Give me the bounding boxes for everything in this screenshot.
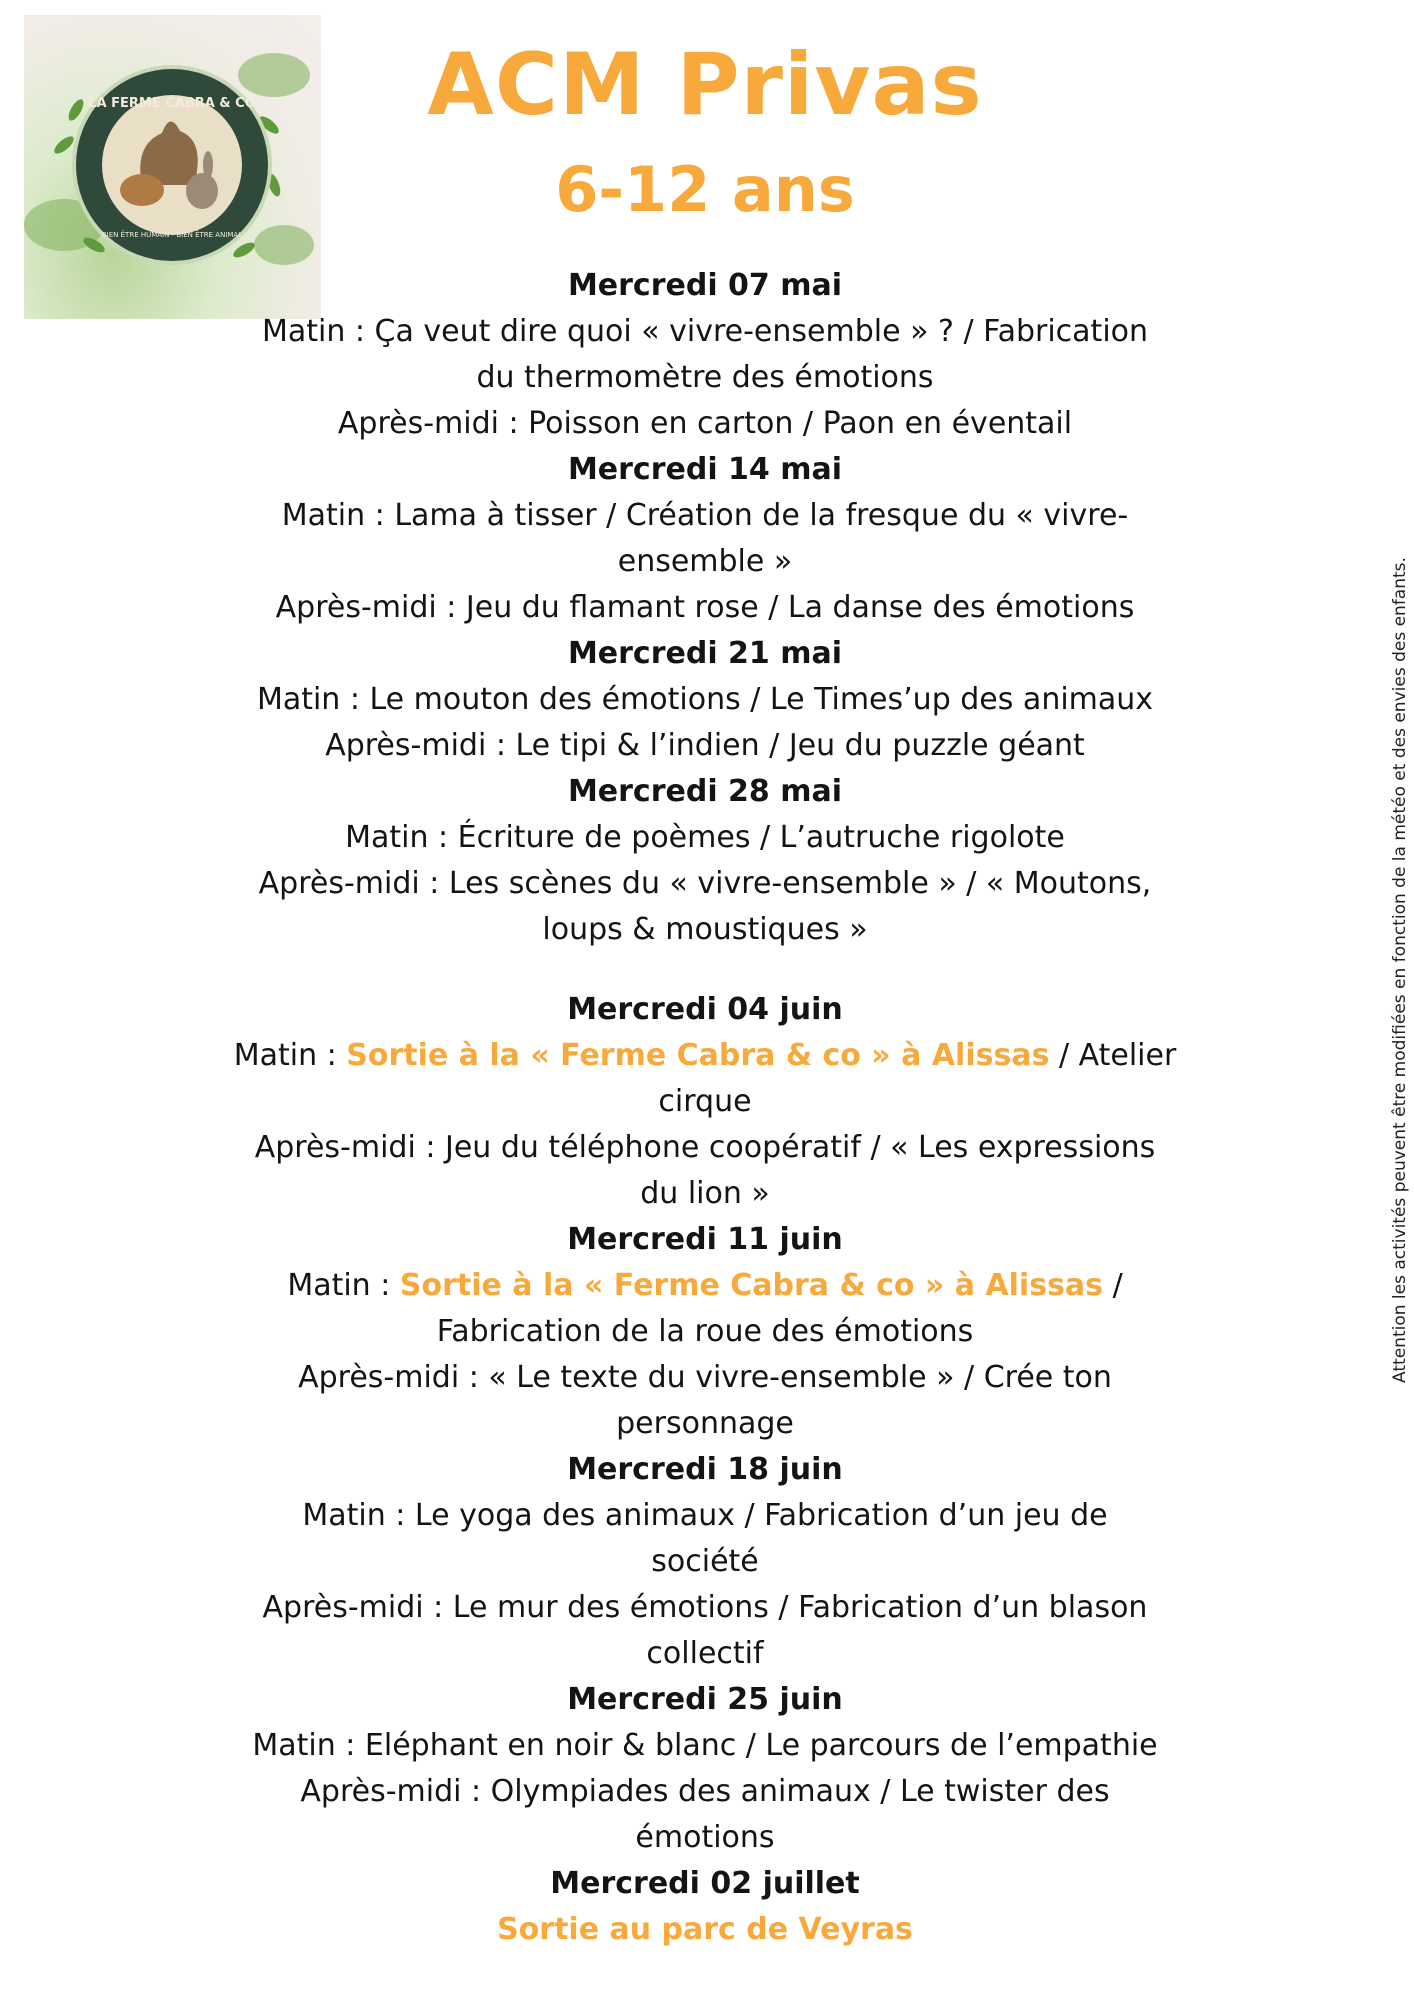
- activity-line: ensemble »: [617, 544, 793, 579]
- day-heading: Mercredi 21 mai: [567, 636, 843, 671]
- activity-line: Après-midi : Jeu du flamant rose / La danse des émotions: [275, 590, 1135, 625]
- weather-disclaimer: Attention les activités peuvent être modifiées en fonction de la météo et des envies des enfants.: [1390, 557, 1410, 1383]
- day-heading: Mercredi 04 juin: [567, 992, 843, 1027]
- activity-line: du thermomètre des émotions: [476, 360, 934, 395]
- activity-line: Après-midi : Poisson en carton / Paon en éventail: [337, 406, 1073, 441]
- day-heading: Mercredi 14 mai: [567, 452, 843, 487]
- park-outing-highlight: Sortie au parc de Veyras: [497, 1912, 913, 1947]
- day-heading: Mercredi 07 mai: [567, 268, 843, 303]
- day-heading: Mercredi 28 mai: [567, 774, 843, 809]
- activity-line: du lion »: [640, 1176, 770, 1211]
- activity-line: cirque: [658, 1084, 752, 1119]
- age-range-subtitle: 6-12 ans: [555, 153, 855, 226]
- activity-line: Après-midi : « Le texte du vivre-ensemble » / Crée ton: [298, 1360, 1112, 1395]
- activity-line: Après-midi : Les scènes du « vivre-ensemble » / « Moutons,: [258, 866, 1152, 901]
- activity-line: Matin : Lama à tisser / Création de la fresque du « vivre-: [281, 498, 1129, 533]
- activity-line: Fabrication de la roue des émotions: [436, 1314, 974, 1349]
- activity-line: Après-midi : Olympiades des animaux / Le twister des: [300, 1774, 1110, 1809]
- matin-prefix: Matin :: [287, 1268, 400, 1303]
- activity-line: loups & moustiques »: [542, 912, 868, 947]
- farm-outing-highlight: Sortie à la « Ferme Cabra & co » à Alissas: [399, 1268, 1104, 1303]
- day-heading: Mercredi 11 juin: [567, 1222, 843, 1257]
- day-heading: Mercredi 25 juin: [567, 1682, 843, 1717]
- activity-line: Après-midi : Jeu du téléphone coopératif / « Les expressions: [254, 1130, 1156, 1165]
- month-separator: [200, 953, 1210, 987]
- activity-line: émotions: [635, 1820, 775, 1855]
- activity-line: personnage: [616, 1406, 794, 1441]
- matin-suffix: /: [1103, 1268, 1123, 1303]
- activity-line: Matin : Eléphant en noir & blanc / Le parcours de l’empathie: [252, 1728, 1158, 1763]
- activity-line: Après-midi : Le tipi & l’indien / Jeu du puzzle géant: [325, 728, 1085, 763]
- activity-line: société: [651, 1544, 759, 1579]
- day-heading: Mercredi 02 juillet: [550, 1866, 860, 1901]
- activity-line: [200, 1033, 1210, 1079]
- day-heading: Mercredi 18 juin: [567, 1452, 843, 1487]
- matin-suffix: / Atelier: [1049, 1038, 1177, 1073]
- page-title: ACM Privas: [427, 35, 983, 135]
- activity-line: Matin : Ça veut dire quoi « vivre-ensemble » ? / Fabrication: [261, 314, 1149, 349]
- activity-line: collectif: [646, 1636, 764, 1671]
- activity-line: Matin : Écriture de poèmes / L’autruche rigolote: [345, 820, 1065, 855]
- activity-line: Matin : Le mouton des émotions / Le Times’up des animaux: [256, 682, 1154, 717]
- schedule: [200, 263, 1210, 1953]
- logo-text-top: LA FERME CABRA & CO: [88, 96, 256, 111]
- matin-prefix: Matin :: [233, 1038, 347, 1073]
- activity-line: [200, 1263, 1210, 1309]
- activity-line: Après-midi : Le mur des émotions / Fabrication d’un blason: [262, 1590, 1148, 1625]
- farm-outing-highlight: Sortie à la « Ferme Cabra & co » à Alissas: [346, 1038, 1050, 1073]
- activity-line: Matin : Le yoga des animaux / Fabrication d’un jeu de: [302, 1498, 1108, 1533]
- logo-text-bottom: BIEN ÊTRE HUMAIN - BIEN ÊTRE ANIMAL: [101, 231, 243, 239]
